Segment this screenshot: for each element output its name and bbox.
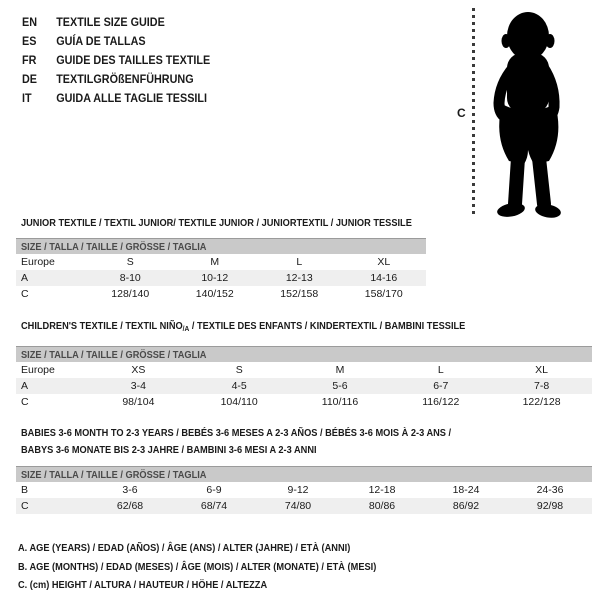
junior-size-table — [16, 238, 426, 302]
language-row-en — [22, 13, 210, 32]
table-row — [16, 482, 592, 498]
children-title-part: CHILDREN'S TEXTILE / TEXTIL NIÑO — [21, 320, 183, 332]
table-cell: S — [126, 256, 134, 268]
table-cell: 9-12 — [287, 484, 309, 496]
language-code: IT — [22, 91, 32, 105]
table-row — [16, 286, 426, 302]
guide-title-es: GUÍA DE TALLAS — [56, 34, 146, 48]
babies-section-title — [21, 425, 451, 459]
size-bar-label: SIZE / TALLA / TAILLE / GRÖSSE / TAGLIA — [21, 469, 207, 481]
table-cell: 12-18 — [368, 484, 396, 496]
table-cell: 116/122 — [422, 396, 460, 408]
children-table-rows — [16, 362, 592, 410]
table-cell: M — [335, 364, 345, 376]
table-cell: 86/92 — [452, 500, 480, 512]
table-cell: 18-24 — [452, 484, 480, 496]
table-cell: 6-7 — [433, 380, 449, 392]
table-cell: 10-12 — [201, 272, 229, 284]
table-cell: 4-5 — [231, 380, 247, 392]
children-section-title — [21, 320, 465, 335]
junior-table-rows — [16, 254, 426, 302]
table-cell: XS — [131, 364, 146, 376]
table-cell: 3-6 — [122, 484, 138, 496]
babies-title-line1: BABIES 3-6 MONTH TO 2-3 YEARS / BEBÉS 3-6 MESES A 2-3 AÑOS / BÉBÉS 3-6 MOIS À 2-3 ANS / — [21, 427, 452, 439]
language-row-it — [22, 89, 210, 108]
table-cell: L — [437, 364, 444, 376]
table-cell: 7-8 — [533, 380, 550, 392]
table-cell: 104/110 — [220, 396, 258, 408]
language-row-fr — [22, 51, 210, 70]
size-bar — [16, 466, 592, 482]
babies-title-line2: BABYS 3-6 MONATE BIS 2-3 JAHRE / BAMBINI 3-6 MESI A 2-3 ANNI — [21, 444, 317, 456]
language-code: ES — [22, 34, 37, 48]
table-cell: S — [235, 364, 243, 376]
children-title-part: / TEXTILE DES ENFANTS / KINDERTEXTIL / BAMBINI TESSILE — [189, 320, 466, 332]
table-row — [16, 498, 592, 514]
size-bar-label: SIZE / TALLA / TAILLE / GRÖSSE / TAGLIA — [21, 349, 207, 361]
size-bar — [16, 238, 426, 254]
table-row — [16, 254, 426, 270]
legend-footnotes — [18, 539, 425, 595]
baby-silhouette-icon — [487, 9, 581, 222]
table-cell: 140/152 — [195, 288, 234, 300]
row-label: A — [21, 272, 29, 284]
table-cell: 12-13 — [285, 272, 313, 284]
table-cell: 3-4 — [130, 380, 146, 392]
row-label: C — [21, 288, 29, 300]
table-cell: 62/68 — [116, 500, 144, 512]
table-cell: 92/98 — [536, 500, 564, 512]
table-cell: 128/140 — [111, 288, 150, 300]
language-title-list — [22, 13, 231, 108]
babies-size-table — [16, 466, 592, 514]
table-row — [16, 394, 592, 410]
table-row — [16, 270, 426, 286]
babies-table-rows — [16, 482, 592, 514]
row-label: B — [21, 484, 29, 496]
table-cell: 158/170 — [364, 288, 403, 300]
table-cell: M — [210, 256, 220, 268]
table-cell: XL — [377, 256, 391, 268]
table-cell: 14-16 — [370, 272, 398, 284]
table-cell: 24-36 — [536, 484, 564, 496]
guide-title-en: TEXTILE SIZE GUIDE — [56, 15, 165, 29]
children-title-subscript: /A — [182, 324, 190, 333]
table-cell: 80/86 — [368, 500, 396, 512]
footnote-height-cm: C. (cm) HEIGHT / ALTURA / HAUTEUR / HÖHE / ALTEZZA — [18, 579, 268, 591]
row-label: C — [21, 500, 29, 512]
table-cell: 74/80 — [284, 500, 312, 512]
row-label: Europe — [21, 256, 55, 268]
row-label: C — [21, 396, 29, 408]
table-cell: 110/116 — [321, 396, 359, 408]
table-cell: 122/128 — [522, 396, 561, 408]
guide-title-it: GUIDA ALLE TAGLIE TESSILI — [56, 91, 208, 105]
table-cell: 68/74 — [200, 500, 228, 512]
guide-title-fr: GUIDE DES TAILLES TEXTILE — [56, 53, 211, 67]
language-code: EN — [22, 15, 38, 29]
guide-title-de: TEXTILGRÖßENFÜHRUNG — [56, 72, 194, 86]
size-bar-label: SIZE / TALLA / TAILLE / GRÖSSE / TAGLIA — [21, 241, 207, 253]
table-cell: 8-10 — [119, 272, 141, 284]
table-row — [16, 378, 592, 394]
table-cell: XL — [535, 364, 548, 376]
footnote-age-years: A. AGE (YEARS) / EDAD (AÑOS) / ÂGE (ANS) / ALTER (JAHRE) / ETÀ (ANNI) — [18, 542, 351, 554]
table-row — [16, 362, 592, 378]
language-code: DE — [22, 72, 38, 86]
table-cell: 98/104 — [122, 396, 155, 408]
table-cell: 5-6 — [332, 380, 348, 392]
language-row-de — [22, 70, 210, 89]
footnote-age-months: B. AGE (MONTHS) / EDAD (MESES) / ÂGE (MOIS) / ALTER (MONATE) / ETÀ (MESI) — [18, 560, 377, 573]
row-label: Europe — [21, 364, 55, 376]
children-size-table — [16, 346, 592, 410]
size-bar — [16, 346, 592, 362]
height-measure-dashed-line — [472, 8, 475, 214]
table-cell: L — [296, 256, 303, 268]
table-cell: 152/158 — [280, 288, 319, 300]
junior-section-title: JUNIOR TEXTILE / TEXTIL JUNIOR/ TEXTILE JUNIOR / JUNIORTEXTIL / JUNIOR TESSILE — [21, 217, 412, 229]
row-label: A — [21, 380, 29, 392]
table-cell: 6-9 — [206, 484, 222, 496]
language-row-es — [22, 32, 210, 51]
language-code: FR — [22, 53, 37, 67]
height-measure-label: C — [457, 106, 466, 120]
